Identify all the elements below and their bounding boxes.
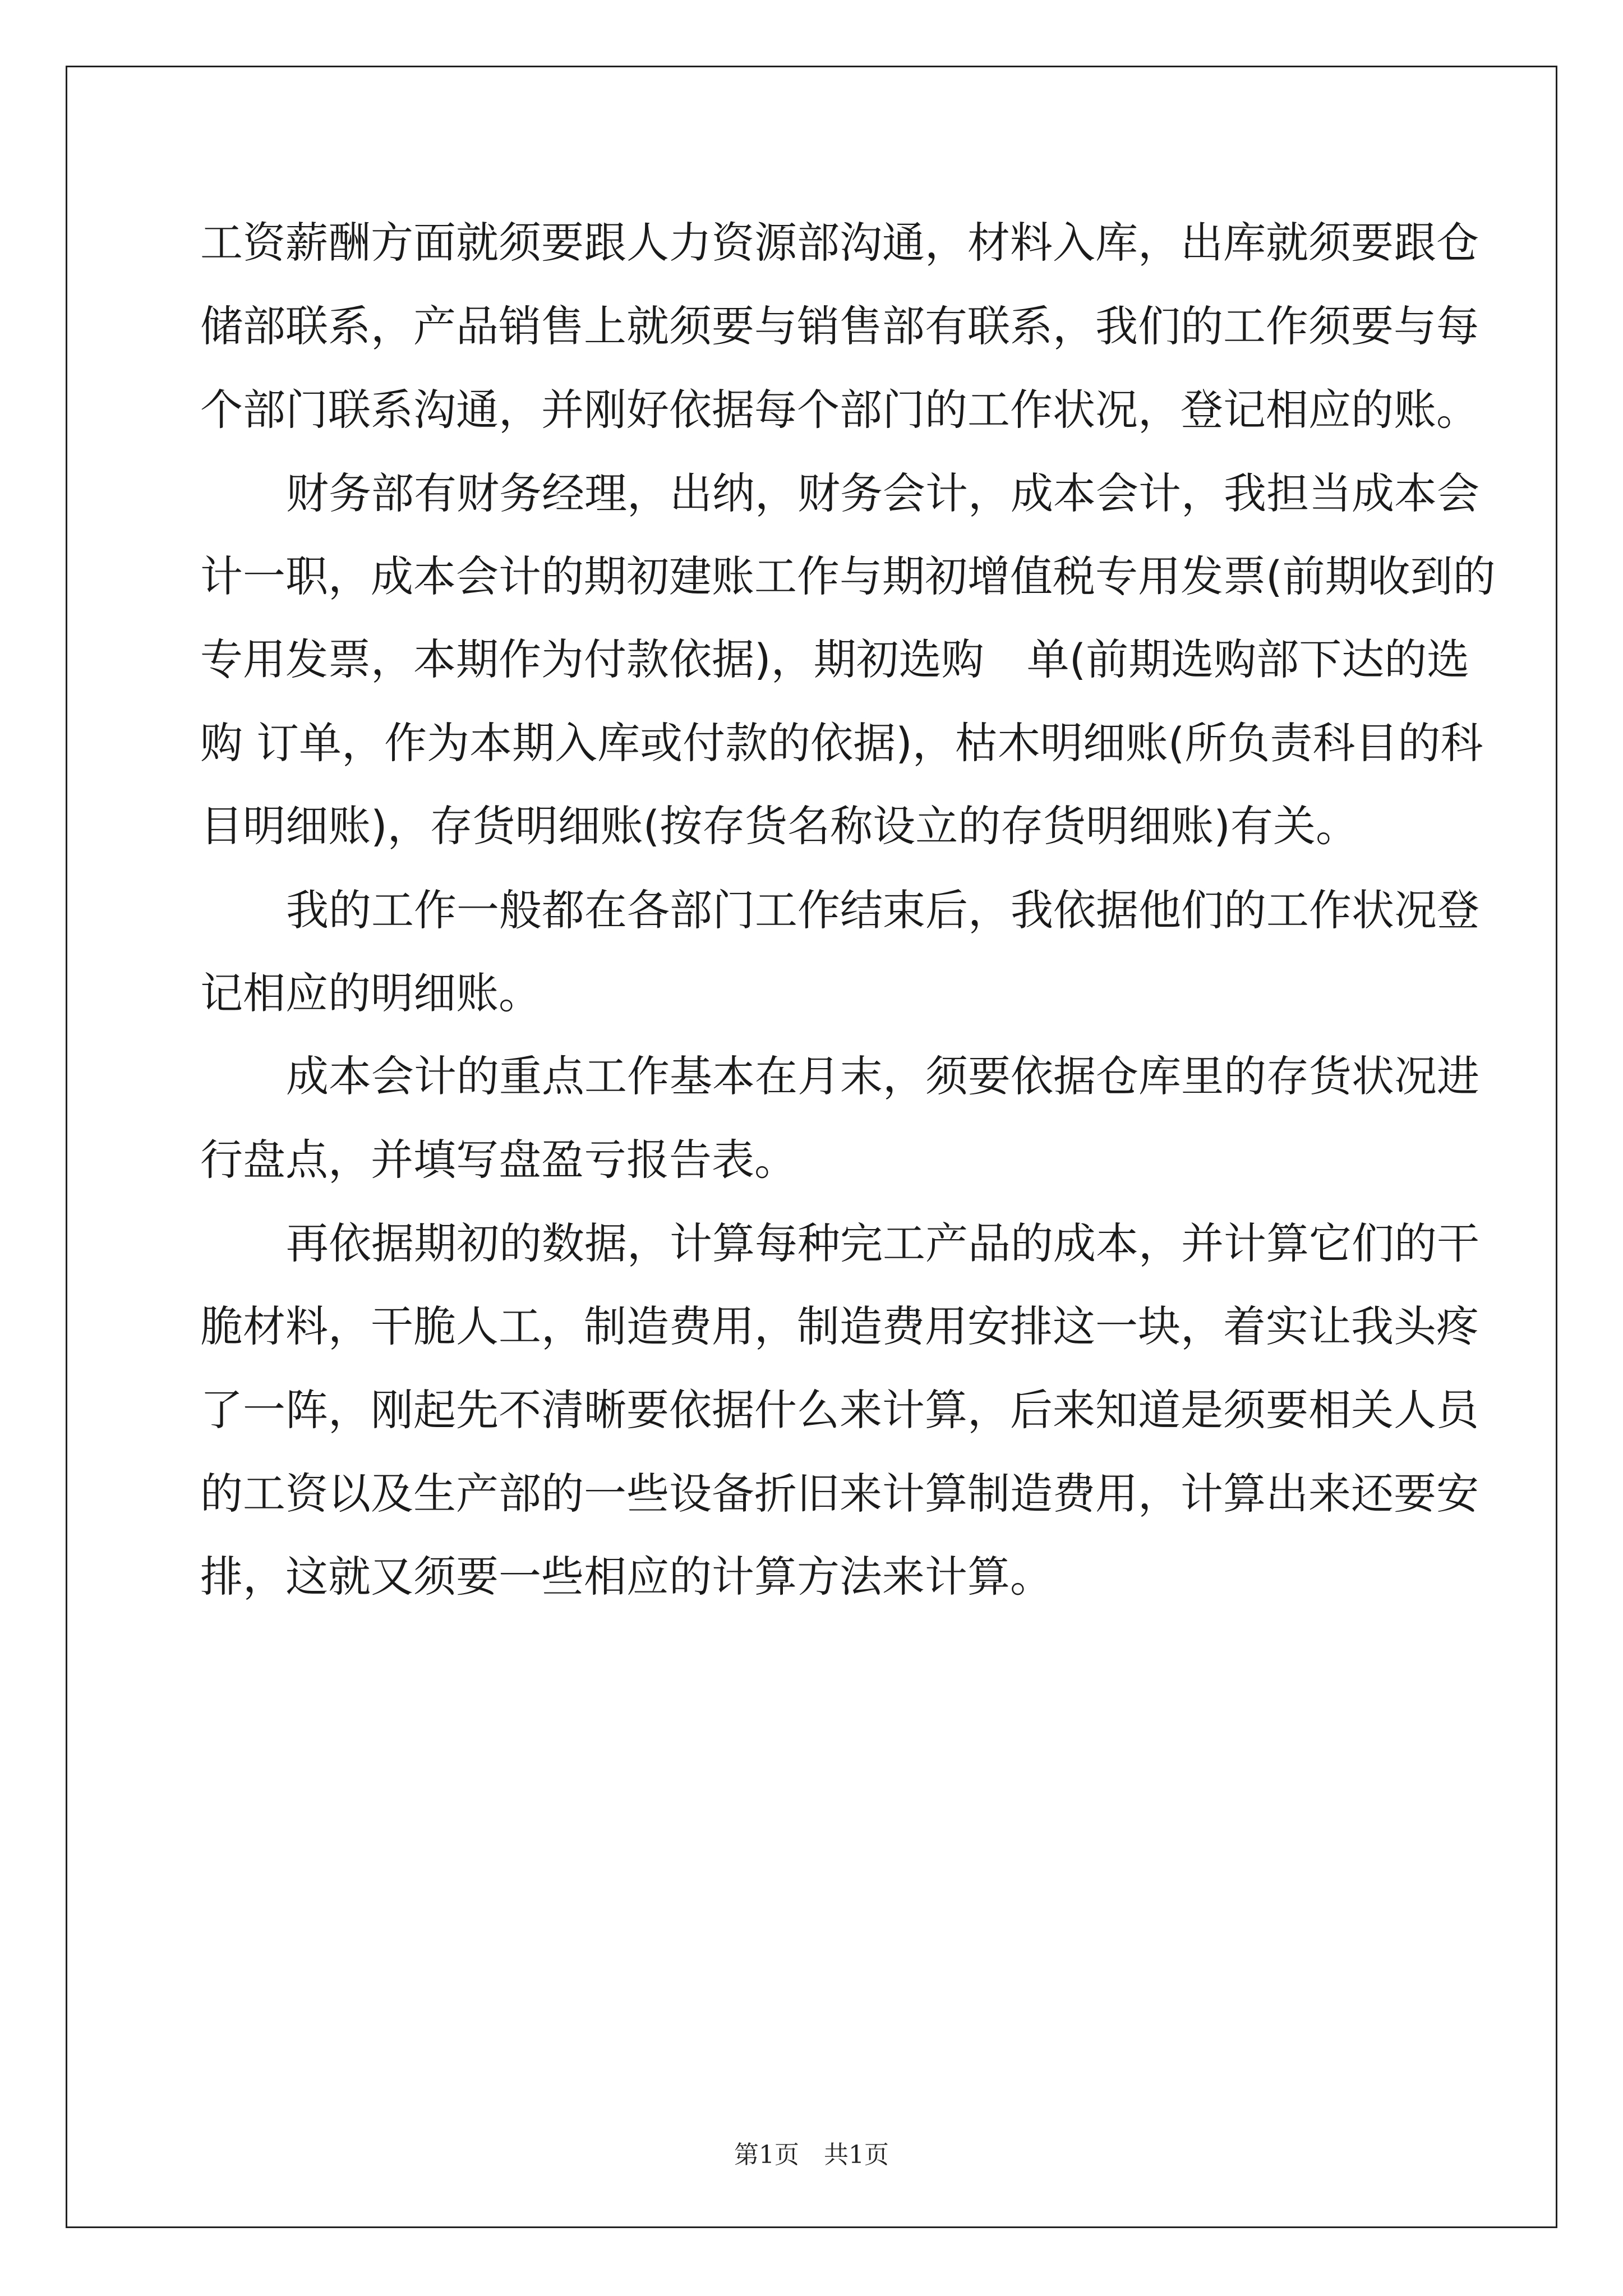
text-line: 储部联系，产品销售上就须要与销售部有联系，我们的工作须要与每 xyxy=(200,301,1479,351)
text-line: 计一职，成本会计的期初建账工作与期初增值税专用发票(前期收到的 xyxy=(200,551,1496,601)
text-line: 记相应的明细账。 xyxy=(200,968,541,1018)
text-line: 脆材料，干脆人工，制造费用，制造费用安排这一块，着实让我头疼 xyxy=(200,1301,1479,1351)
page-number: 第1页 共1页 xyxy=(734,2141,889,2169)
text-line: 的工资以及生产部的一些设备折旧来计算制造费用，计算出来还要安 xyxy=(200,1469,1479,1519)
text-line: 我的工作一般都在各部门工作结束后，我依据他们的工作状况登 xyxy=(286,885,1479,935)
text-line: 专用发票，本期作为付款依据)，期初选购 单(前期选购部下达的选 xyxy=(200,634,1470,684)
text-line: 个部门联系沟通，并刚好依据每个部门的工作状况，登记相应的账。 xyxy=(200,385,1479,435)
text-line: 工资薪酬方面就须要跟人力资源部沟通，材料入库，出库就须要跟仓 xyxy=(200,218,1479,268)
text-line: 目明细账)，存货明细账(按存货名称设立的存货明细账)有关。 xyxy=(200,801,1358,851)
text-line: 财务部有财务经理，出纳，财务会计，成本会计，我担当成本会 xyxy=(286,468,1479,518)
text-line: 购 订单，作为本期入库或付款的依据)，枯木明细账(所负责科目的科 xyxy=(200,718,1483,768)
text-line: 再依据期初的数据，计算每种完工产品的成本，并计算它们的干 xyxy=(286,1218,1479,1268)
text-line: 了一阵，刚起先不清晰要依据什么来计算，后来知道是须要相关人员 xyxy=(200,1385,1479,1435)
text-line: 行盘点，并填写盘盈亏报告表。 xyxy=(200,1135,797,1185)
text-line: 成本会计的重点工作基本在月末，须要依据仓库里的存货状况进 xyxy=(286,1051,1479,1101)
text-line: 排，这就又须要一些相应的计算方法来计算。 xyxy=(200,1552,1053,1602)
